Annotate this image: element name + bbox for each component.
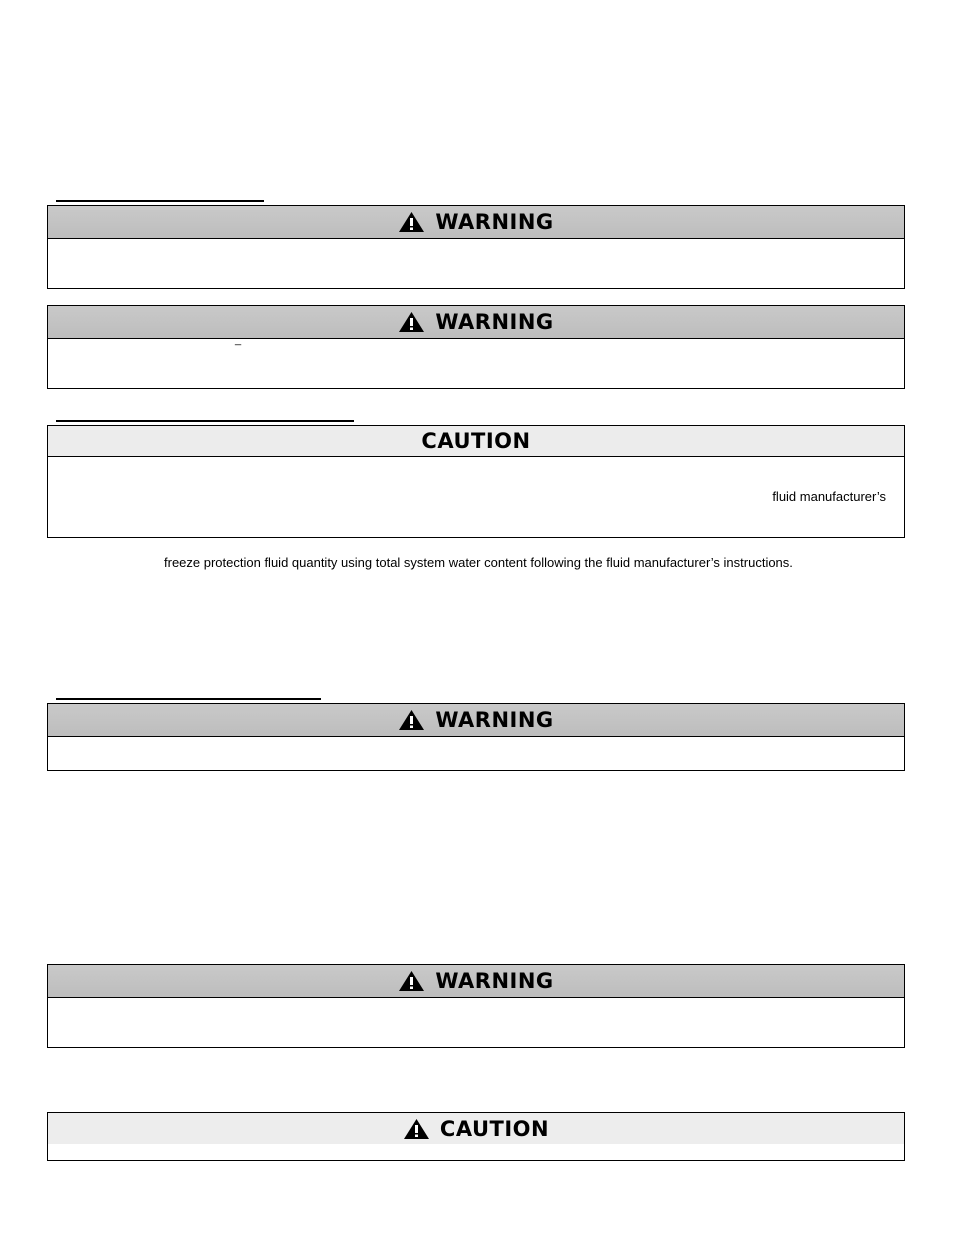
section-underline-3 [56,698,321,700]
caution-label: CAUTION [421,429,531,453]
caution-header-1 [48,426,904,457]
warning-triangle-icon [398,709,425,731]
warning-triangle-icon [398,970,425,992]
body-text-line: freeze protection fluid quantity using total system water content following the fluid manufacturer’s instructions. [164,555,793,570]
warning-header-4 [48,965,904,998]
warning-header-2 [48,306,904,339]
caution-label: CAUTION [439,1116,550,1141]
warning-label: WARNING [435,969,554,993]
stray-mark: _ [235,334,242,346]
warning-header-3 [48,704,904,737]
warning-box-2 [47,305,905,389]
caution-box-1 [47,425,905,538]
caution-box-text: fluid manufacturer’s [772,489,886,504]
warning-box-4 [47,964,905,1048]
warning-label: WARNING [435,210,554,234]
warning-triangle-icon [403,1118,430,1140]
warning-box-1 [47,205,905,289]
warning-box-3 [47,703,905,771]
caution-header-2 [48,1113,904,1144]
warning-label: WARNING [435,310,554,334]
section-underline-1 [56,200,264,202]
section-underline-2 [56,420,354,422]
warning-triangle-icon [398,311,425,333]
warning-triangle-icon [398,211,425,233]
warning-header-1 [48,206,904,239]
warning-label: WARNING [435,708,554,732]
caution-box-2 [47,1112,905,1161]
